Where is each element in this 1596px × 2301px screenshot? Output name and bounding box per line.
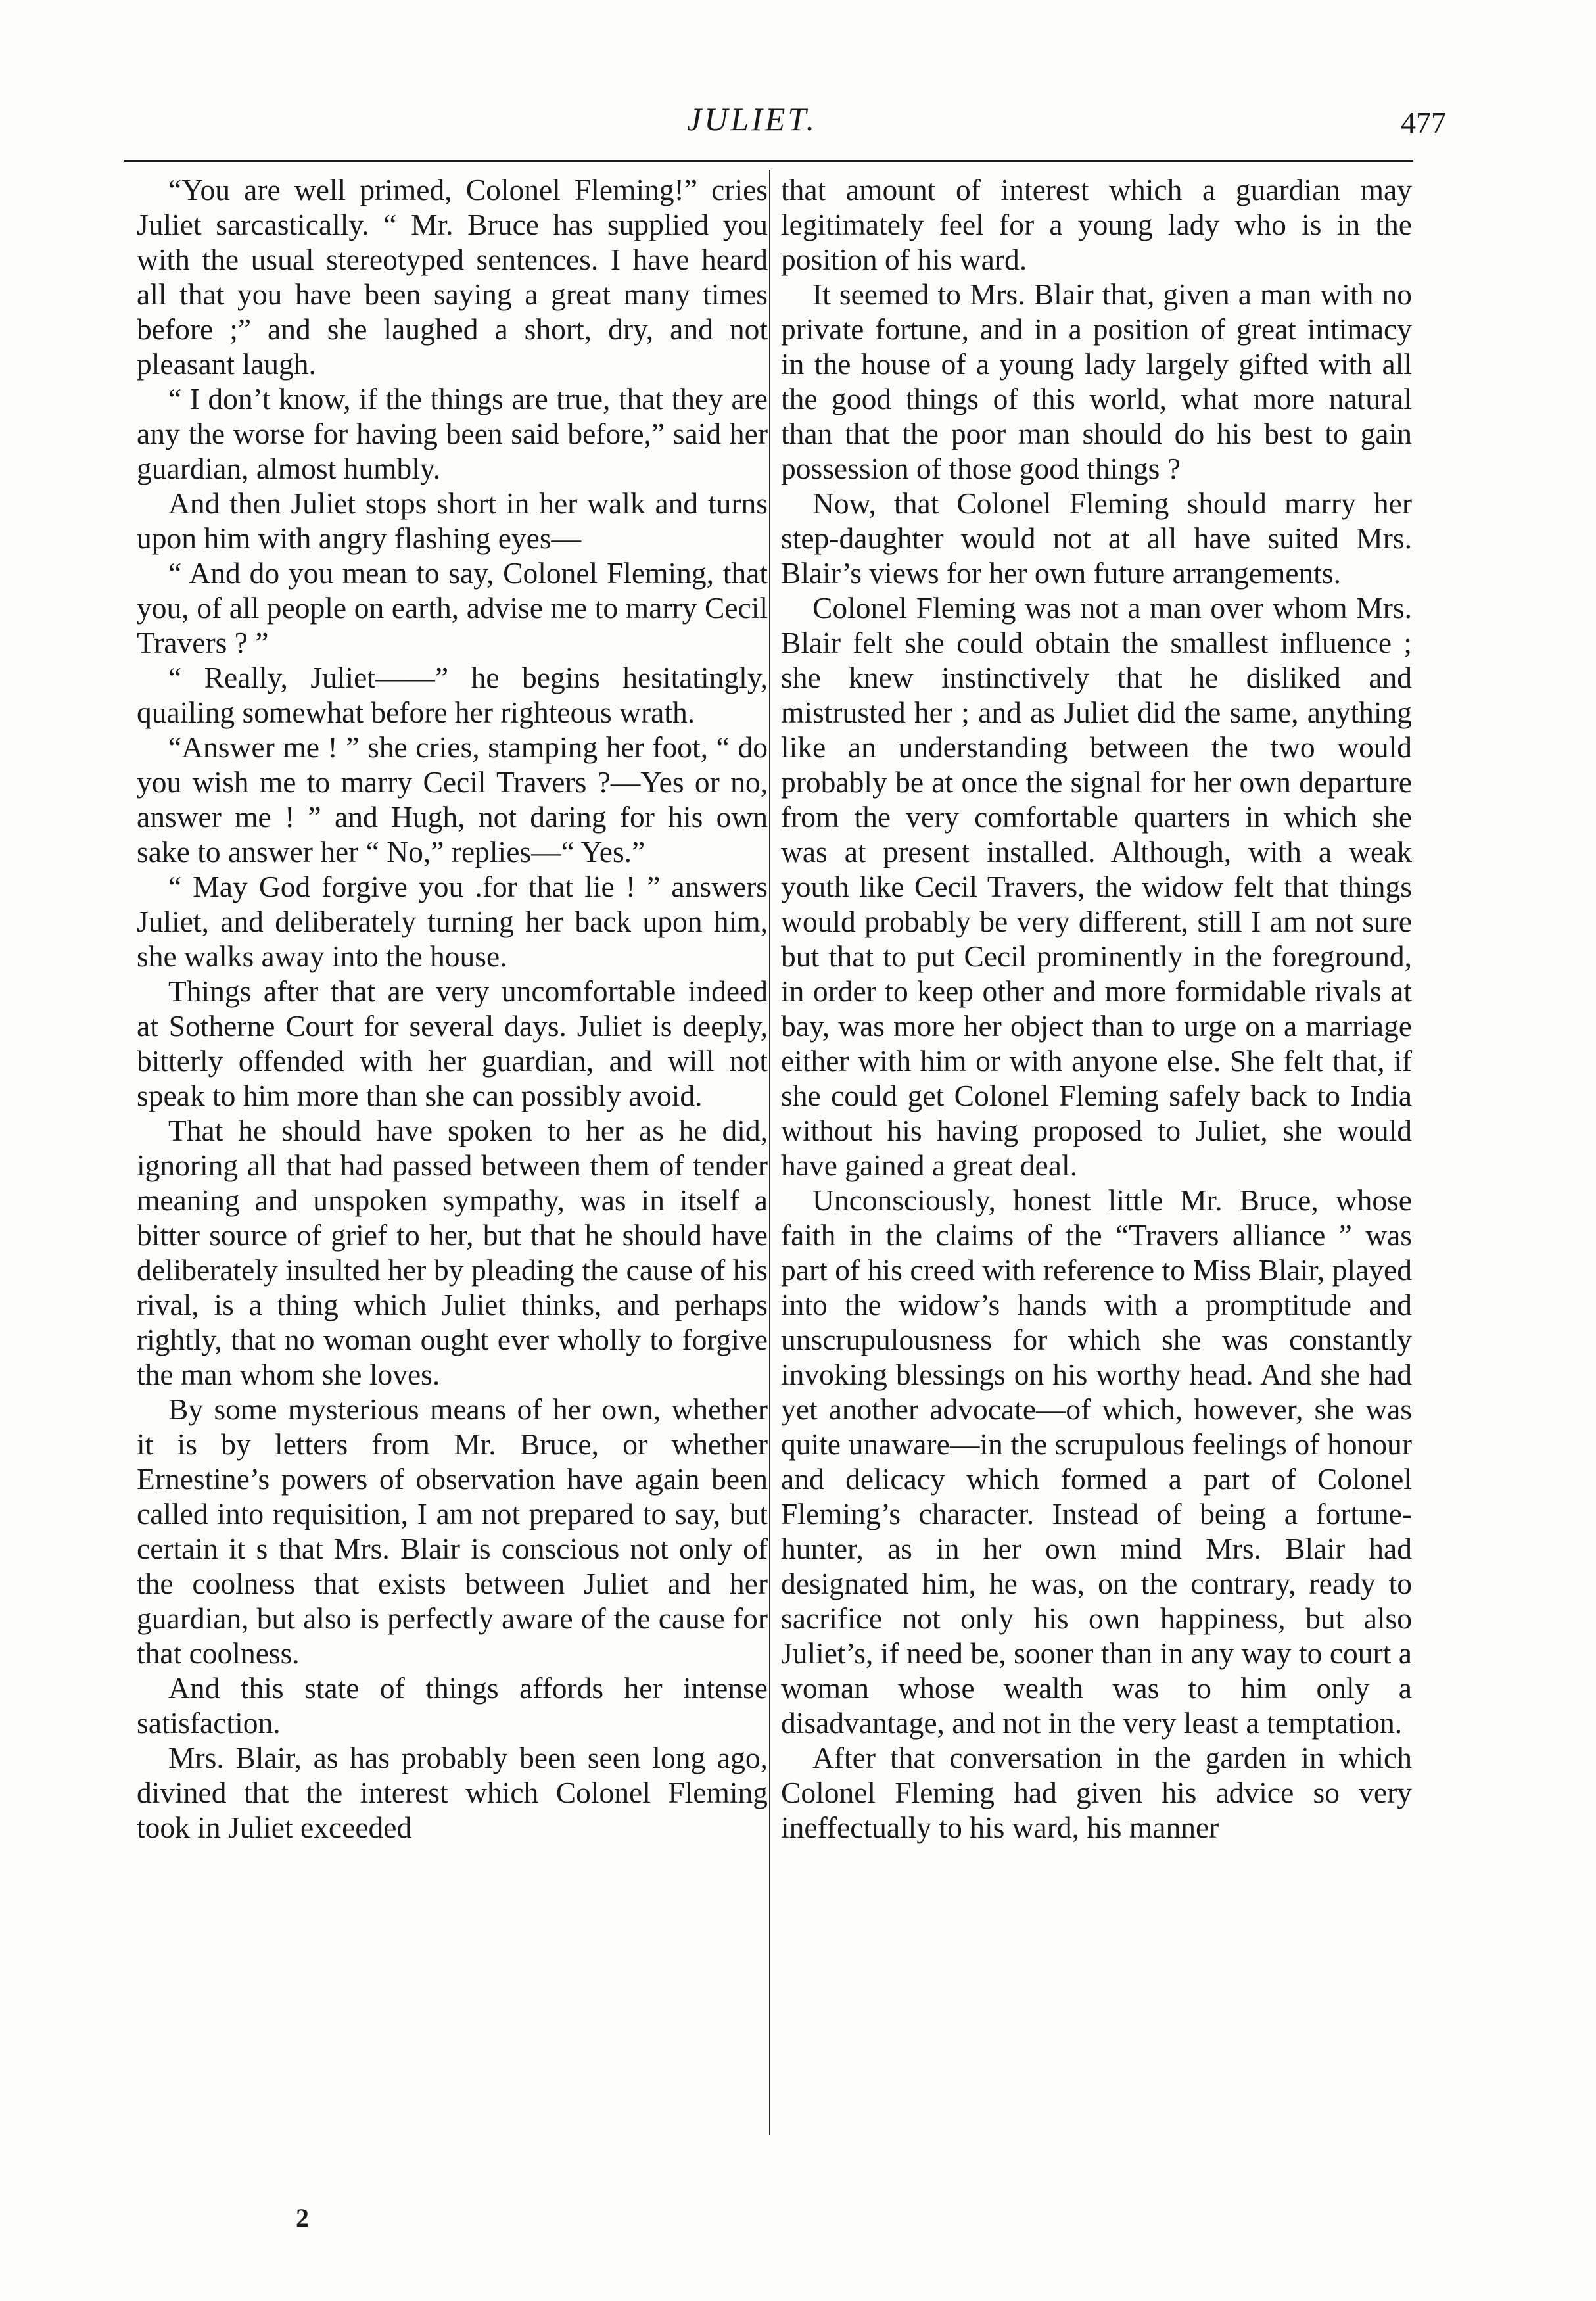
paragraph: Now, that Colonel Fleming should marry her step-daughter would not at all have suited Mrs. Blair’s views for her own future arrangements.	[781, 486, 1412, 590]
page-number: 477	[1401, 106, 1446, 139]
signature-mark: 2	[296, 2203, 309, 2233]
paragraph: “ May God forgive you .for that lie ! ” answers Juliet, and deliberately turning her back upon him, she walks away into the house.	[137, 870, 768, 973]
paragraph: “ Really, Juliet——” he begins hesitatingly, quailing somewhat before her righteous wrath.	[137, 661, 768, 729]
right-column	[781, 172, 1412, 1845]
left-column	[137, 172, 768, 1845]
paragraph: It seemed to Mrs. Blair that, given a man with no private fortune, and in a position of great intimacy in the house of a young lady largely gifted with all the good things of this world, what more natural than that the poor man should do his best to gain possession of those good things ?	[781, 277, 1412, 485]
paragraph-continued: that amount of interest which a guardian may legitimately feel for a young lady who is in the position of his ward.	[781, 173, 1412, 276]
paragraph: After that conversation in the garden in which Colonel Fleming had given his advice so very ineffectually to his ward, his manner	[781, 1741, 1412, 1844]
column-divider	[769, 170, 770, 2135]
paragraph: By some mysterious means of her own, whether it is by letters from Mr. Bruce, or whether Ernestine’s powers of observation have again been called into requisition, I am not prepared to say, but certain it s that Mrs. Blair is conscious not only of the coolness that exists between Juliet and her guardian, but also is perfectly aware of the cause for that coolness.	[137, 1392, 768, 1670]
paragraph: Things after that are very uncomfortable indeed at Sotherne Court for several days. Juliet is deeply, bitterly offended with her guardian, and will not speak to him more than she can possibly avoid.	[137, 974, 768, 1112]
paragraph: “Answer me ! ” she cries, stamping her foot, “ do you wish me to marry Cecil Travers ?—Yes or no, answer me ! ” and Hugh, not daring for his own sake to answer her “ No,” replies—“ Yes.”	[137, 730, 768, 868]
paragraph: And this state of things affords her intense satisfaction.	[137, 1671, 768, 1740]
paragraph: Unconsciously, honest little Mr. Bruce, whose faith in the claims of the “Travers alliance ” was part of his creed with reference to Miss Blair, played into the widow’s hands with a promptitude and unscrupulousness for which she was constantly invoking blessings on his worthy head. And she had yet another advocate—of which, however, she was quite unaware—in the scrupulous feelings of honour and delicacy which formed a part of Colonel Fleming’s character. Instead of being a fortune-hunter, as in her own mind Mrs. Blair had designated him, he was, on the contrary, ready to sacrifice not only his own happiness, but also Juliet’s, if need be, sooner than in any way to court a woman whose wealth was to him only a disadvantage, and not in the very least a temptation.	[781, 1183, 1412, 1740]
paragraph: “You are well primed, Colonel Fleming!” cries Juliet sarcastically. “ Mr. Bruce has supplied you with the usual stereotyped sentences. I have heard all that you have been saying a great many times before ;” and she laughed a short, dry, and not pleasant laugh.	[137, 173, 768, 381]
paragraph: Mrs. Blair, as has probably been seen long ago, divined that the interest which Colonel Fleming took in Juliet exceeded	[137, 1741, 768, 1844]
paragraph: Colonel Fleming was not a man over whom Mrs. Blair felt she could obtain the smallest influence ; she knew instinctively that he disliked and mistrusted her ; and as Juliet did the same, anything like an understanding between the two would probably be at once the signal for her own departure from the very comfortable quarters in which she was at present installed. Although, with a weak youth like Cecil Travers, the widow felt that things would probably be very different, still I am not sure but that to put Cecil prominently in the foreground, in order to keep other and more formidable rivals at bay, was more her object than to urge on a marriage either with him or with anyone else. She felt that, if she could get Colonel Fleming safely back to India without his having proposed to Juliet, she would have gained a great deal.	[781, 591, 1412, 1182]
paragraph: That he should have spoken to her as he did, ignoring all that had passed between them of tender meaning and unspoken sympathy, was in itself a bitter source of grief to her, but that he should have deliberately insulted her by pleading the cause of his rival, is a thing which Juliet thinks, and perhaps rightly, that no woman ought ever wholly to forgive the man whom she loves.	[137, 1114, 768, 1391]
paragraph: “ I don’t know, if the things are true, that they are any the worse for having been said before,” said her guardian, almost humbly.	[137, 382, 768, 485]
header-rule	[124, 160, 1413, 162]
paragraph: And then Juliet stops short in her walk and turns upon him with angry flashing eyes—	[137, 486, 768, 555]
paragraph: “ And do you mean to say, Colonel Fleming, that you, of all people on earth, advise me to marry Cecil Travers ? ”	[137, 556, 768, 659]
running-title: JULIET.	[687, 101, 817, 137]
